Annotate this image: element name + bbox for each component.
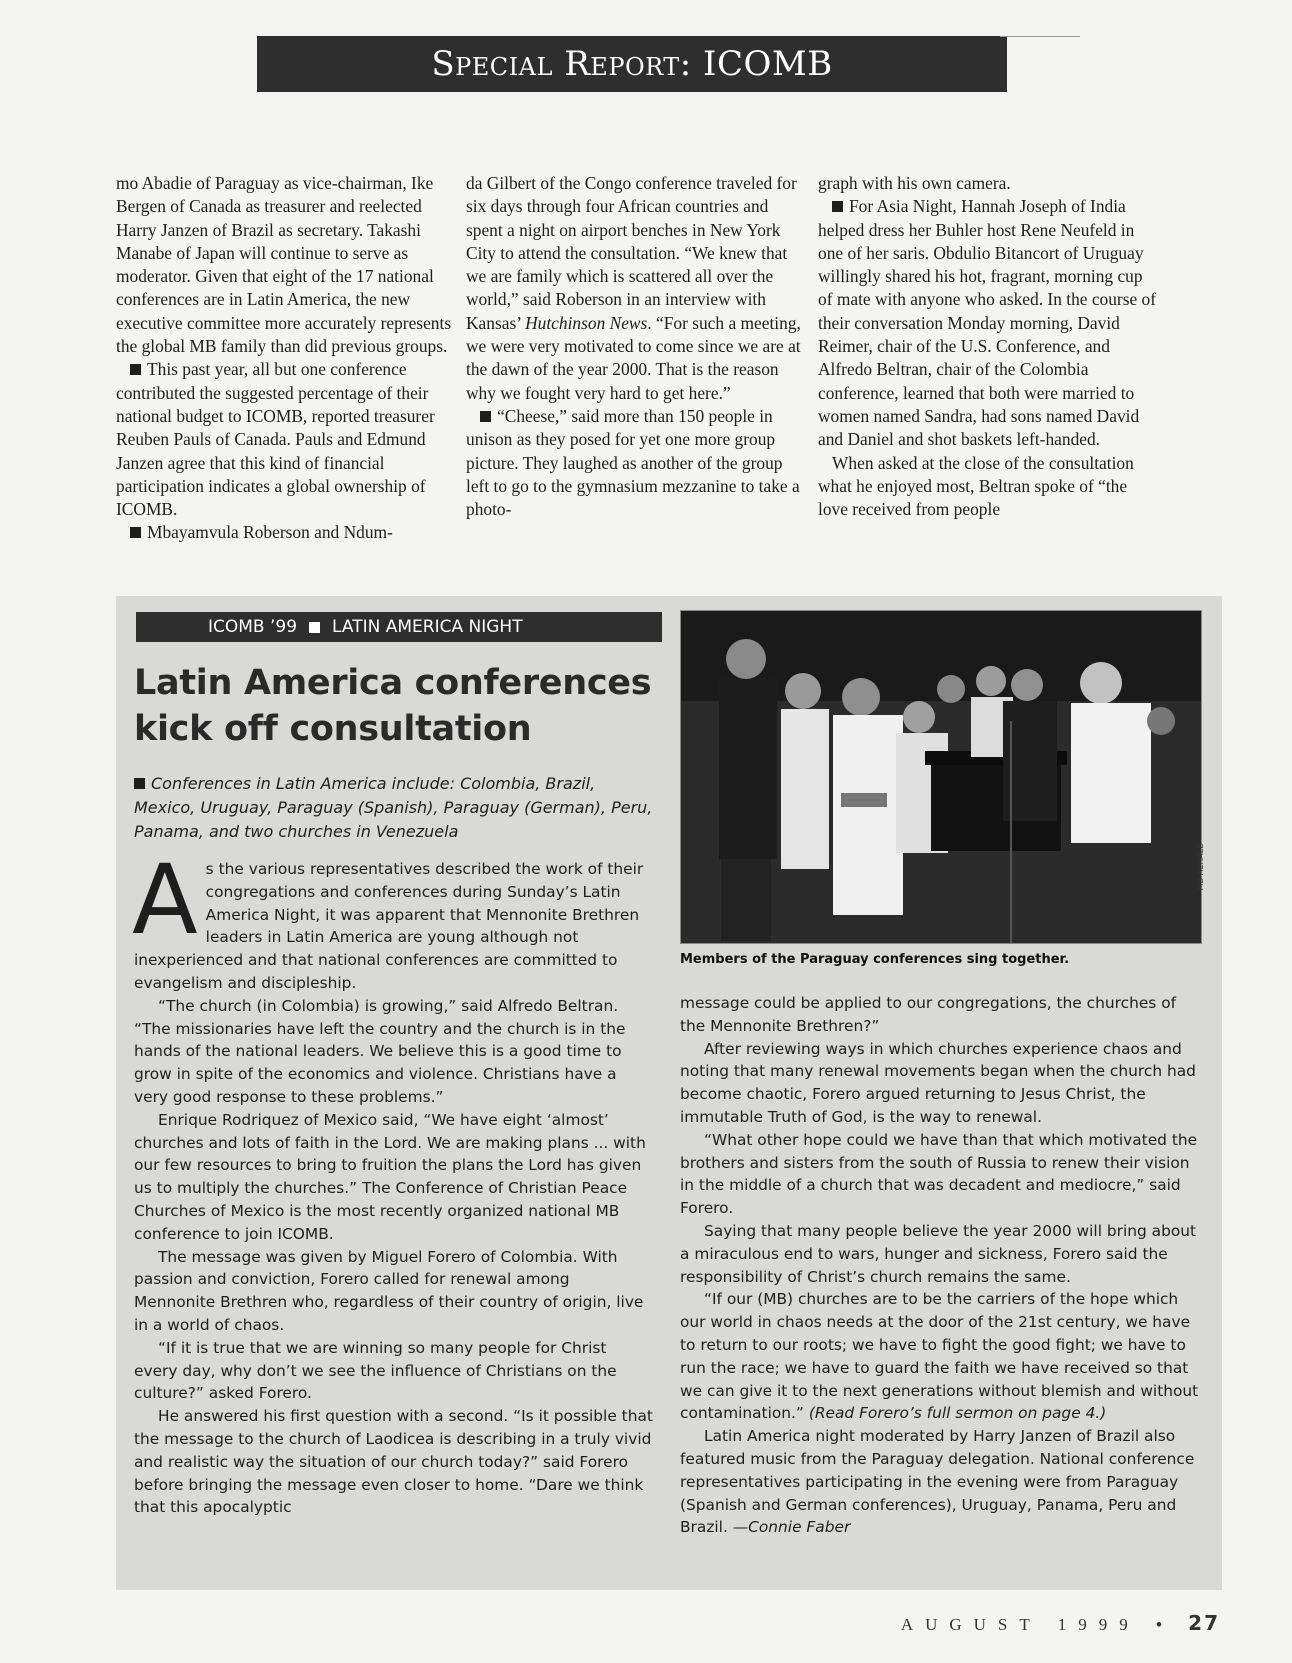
publication-title: Hutchinson News xyxy=(525,312,648,333)
square-bullet-icon xyxy=(480,411,491,422)
sidebar-left-column xyxy=(132,844,654,1519)
square-bullet-icon xyxy=(134,778,145,789)
paragraph-text: “Cheese,” said more than 150 people in unison as they posed for yet one more group picture. They laughed as another of the group left to go to the gymnasium mezzanine to take a photo- xyxy=(466,405,800,520)
paragraph-text: . “For such a meeting, we were very motivated to come since we are at the dawn of the year 2000. That is the reason why we fought very hard to get here.” xyxy=(466,312,801,403)
paragraph xyxy=(132,844,654,995)
paragraph-text: When asked at the close of the consultation what he enjoyed most, Beltran spoke of “the love received from people xyxy=(818,452,1134,520)
square-bullet-icon xyxy=(309,622,320,633)
paragraph-text: This past year, all but one conference contributed the suggested percentage of their national budget to ICOMB, reported treasurer Reuben Pauls of Canada. Pauls and Edmund Janzen agree that this kind of financial participation indicates a global ownership of ICOMB. xyxy=(116,359,435,520)
sermon-reference: (Read Forero’s full sermon on page 4.) xyxy=(808,1404,1107,1423)
paragraph xyxy=(818,172,1158,195)
banner-rule xyxy=(1000,36,1080,37)
paragraph-text: Enrique Rodriquez of Mexico said, “We have eight ‘almost’ churches and lots of faith in the Lord. We are making plans ... with our few resources to bring to fruition the plans the Lord has given us to multiply the churches.” The Conference of Christian Peace Churches of Mexico is the most recently organized national MB conference to join ICOMB. xyxy=(134,1110,646,1243)
byline: —Connie Faber xyxy=(732,1518,851,1537)
drop-cap: A xyxy=(132,844,198,956)
paragraph-text: graph with his own camera. xyxy=(818,173,1011,193)
paragraph xyxy=(116,521,456,544)
paragraph-text: Latin America night moderated by Harry Janzen of Brazil also featured music from the Paraguay delegation. National conference representatives participating in the evening were from Paraguay (Spanish and German conferences), Uruguay, Panama, Peru and Brazil. xyxy=(680,1427,1195,1537)
kicker-left: ICOMB ’99 xyxy=(208,617,298,637)
paragraph xyxy=(680,1288,1200,1425)
paragraph-text: “The church (in Colombia) is growing,” said Alfredo Beltran. “The missionaries have left the country and the church is in the hands of the national leaders. We believe this is a good time to grow in spite of the economics and violence. Christians have a very good response to these problems.” xyxy=(134,996,626,1106)
page-number: 27 xyxy=(1188,1611,1220,1635)
paragraph-text: After reviewing ways in which churches experience chaos and noting that many renewal movements began when the church had become chaotic, Forero argued returning to Jesus Christ, the immutable Truth of God, is the way to renewal. xyxy=(680,1039,1196,1126)
top-column-2 xyxy=(466,172,806,521)
banner-title: Special Report: ICOMB xyxy=(431,44,833,84)
footer-dot-icon: • xyxy=(1155,1615,1162,1634)
paragraph-text: s the various representatives described the work of their congregations and conferences during Sunday’s Latin America Night, it was apparent that Mennonite Brethren leaders in Latin America are young although not inexperienced and that national conferences are committed to evangelism and discipleship. xyxy=(134,860,644,992)
paragraph xyxy=(466,172,806,405)
paragraph-text: da Gilbert of the Congo conference traveled for six days through four African countries and spent a night on airport benches in New York City to attend the consultation. “We knew that we are family which is scattered all over the world,” said Roberson in an interview with Kansas’ xyxy=(466,173,797,333)
sidebar-headline: Latin America conferences kick off consultation xyxy=(134,663,652,749)
sidebar-right-column xyxy=(680,992,1200,1539)
square-bullet-icon xyxy=(832,201,843,212)
paragraph xyxy=(818,195,1158,451)
paragraph-text: Mbayamvula Roberson and Ndum- xyxy=(147,522,393,543)
sidebar-kicker xyxy=(136,612,662,642)
paragraph xyxy=(116,358,456,521)
paragraph xyxy=(680,1220,1200,1288)
paragraph xyxy=(680,1038,1200,1129)
photo-credit: MB HERALD xyxy=(1196,842,1205,890)
paragraph xyxy=(134,1405,654,1519)
page-footer xyxy=(880,1611,1220,1635)
paragraph xyxy=(466,405,806,521)
deck-text: Conferences in Latin America include: Colombia, Brazil, Mexico, Uruguay, Paraguay (Spanish), Paraguay (German), Peru, Panama, and two churches in Venezuela xyxy=(134,774,653,841)
footer-month-year: AUGUST 1999 xyxy=(900,1615,1140,1634)
paragraph xyxy=(134,1246,654,1337)
paragraph xyxy=(818,452,1158,522)
paragraph-text: For Asia Night, Hannah Joseph of India helped dress her Buhler host Rene Neufeld in one of her saris. Obdulio Bitancort of Uruguay willingly shared his hot, fragrant, morning cup of mate with anyone who asked. In the course of their conversation Monday morning, David Reimer, chair of the U.S. Conference, and Alfredo Beltran, chair of the Colombia conference, learned that both were married to women named Sandra, had sons named David and Daniel and shot baskets left-handed. xyxy=(818,196,1157,450)
paragraph xyxy=(680,1425,1200,1539)
paragraph-text: message could be applied to our congregations, the churches of the Mennonite Brethren?” xyxy=(680,994,1177,1035)
paragraph xyxy=(116,172,456,358)
square-bullet-icon xyxy=(130,364,141,375)
photo-caption: Members of the Paraguay conferences sing together. xyxy=(680,952,1070,967)
kicker-right: LATIN AMERICA NIGHT xyxy=(332,617,523,637)
paragraph-text: “If it is true that we are winning so many people for Christ every day, why don’t we see the influence of Christians on the culture?” asked Forero. xyxy=(134,1338,617,1403)
paragraph-text: Saying that many people believe the year 2000 will bring about a miraculous end to wars, hunger and sickness, Forero said the responsibility of Christ’s church remains the same. xyxy=(680,1221,1197,1286)
group-photo xyxy=(680,610,1202,944)
photo-illustration xyxy=(681,611,1201,943)
paragraph xyxy=(134,995,654,1109)
paragraph-text: He answered his first question with a second. “Is it possible that the message to the church of Laodicea is describing in a truly vivid and realistic way the situation of our church today?” said Forero before bringing the message even closer to home. “Dare we think that this apocalyptic xyxy=(134,1407,653,1517)
top-column-1 xyxy=(116,172,456,545)
paragraph xyxy=(134,1109,654,1246)
square-bullet-icon xyxy=(130,527,141,538)
paragraph-text: “What other hope could we have than that which motivated the brothers and sisters from the south of Russia to renew their vision in the middle of a church that was decadent and mediocre,” said Forero. xyxy=(680,1130,1198,1218)
paragraph xyxy=(680,992,1200,1038)
paragraph-text: mo Abadie of Paraguay as vice-chairman, Ike Bergen of Canada as treasurer and reelected Harry Janzen of Brazil as secretary. Takashi Manabe of Japan will continue to serve as moderator. Given that eight of the 17 national conferences are in Latin America, the new executive committee more accurately represents the global MB family than did previous groups. xyxy=(116,173,452,357)
paragraph xyxy=(134,1337,654,1405)
top-column-3 xyxy=(818,172,1158,521)
section-banner xyxy=(257,36,1007,92)
paragraph xyxy=(680,1129,1200,1220)
paragraph-text: The message was given by Miguel Forero of Colombia. With passion and conviction, Forero called for renewal among Mennonite Brethren who, regardless of their country of origin, live in a world of chaos. xyxy=(134,1247,644,1334)
sidebar-deck xyxy=(134,772,654,844)
paragraph-text: “If our (MB) churches are to be the carriers of the hope which our world in chaos needs at the door of the 21st century, we have to return to our roots; we have to fight the good fight; we have to run the race; we have to guard the faith we have received so that we can give it to the next generations without blemish and without contamination.” xyxy=(680,1290,1199,1423)
